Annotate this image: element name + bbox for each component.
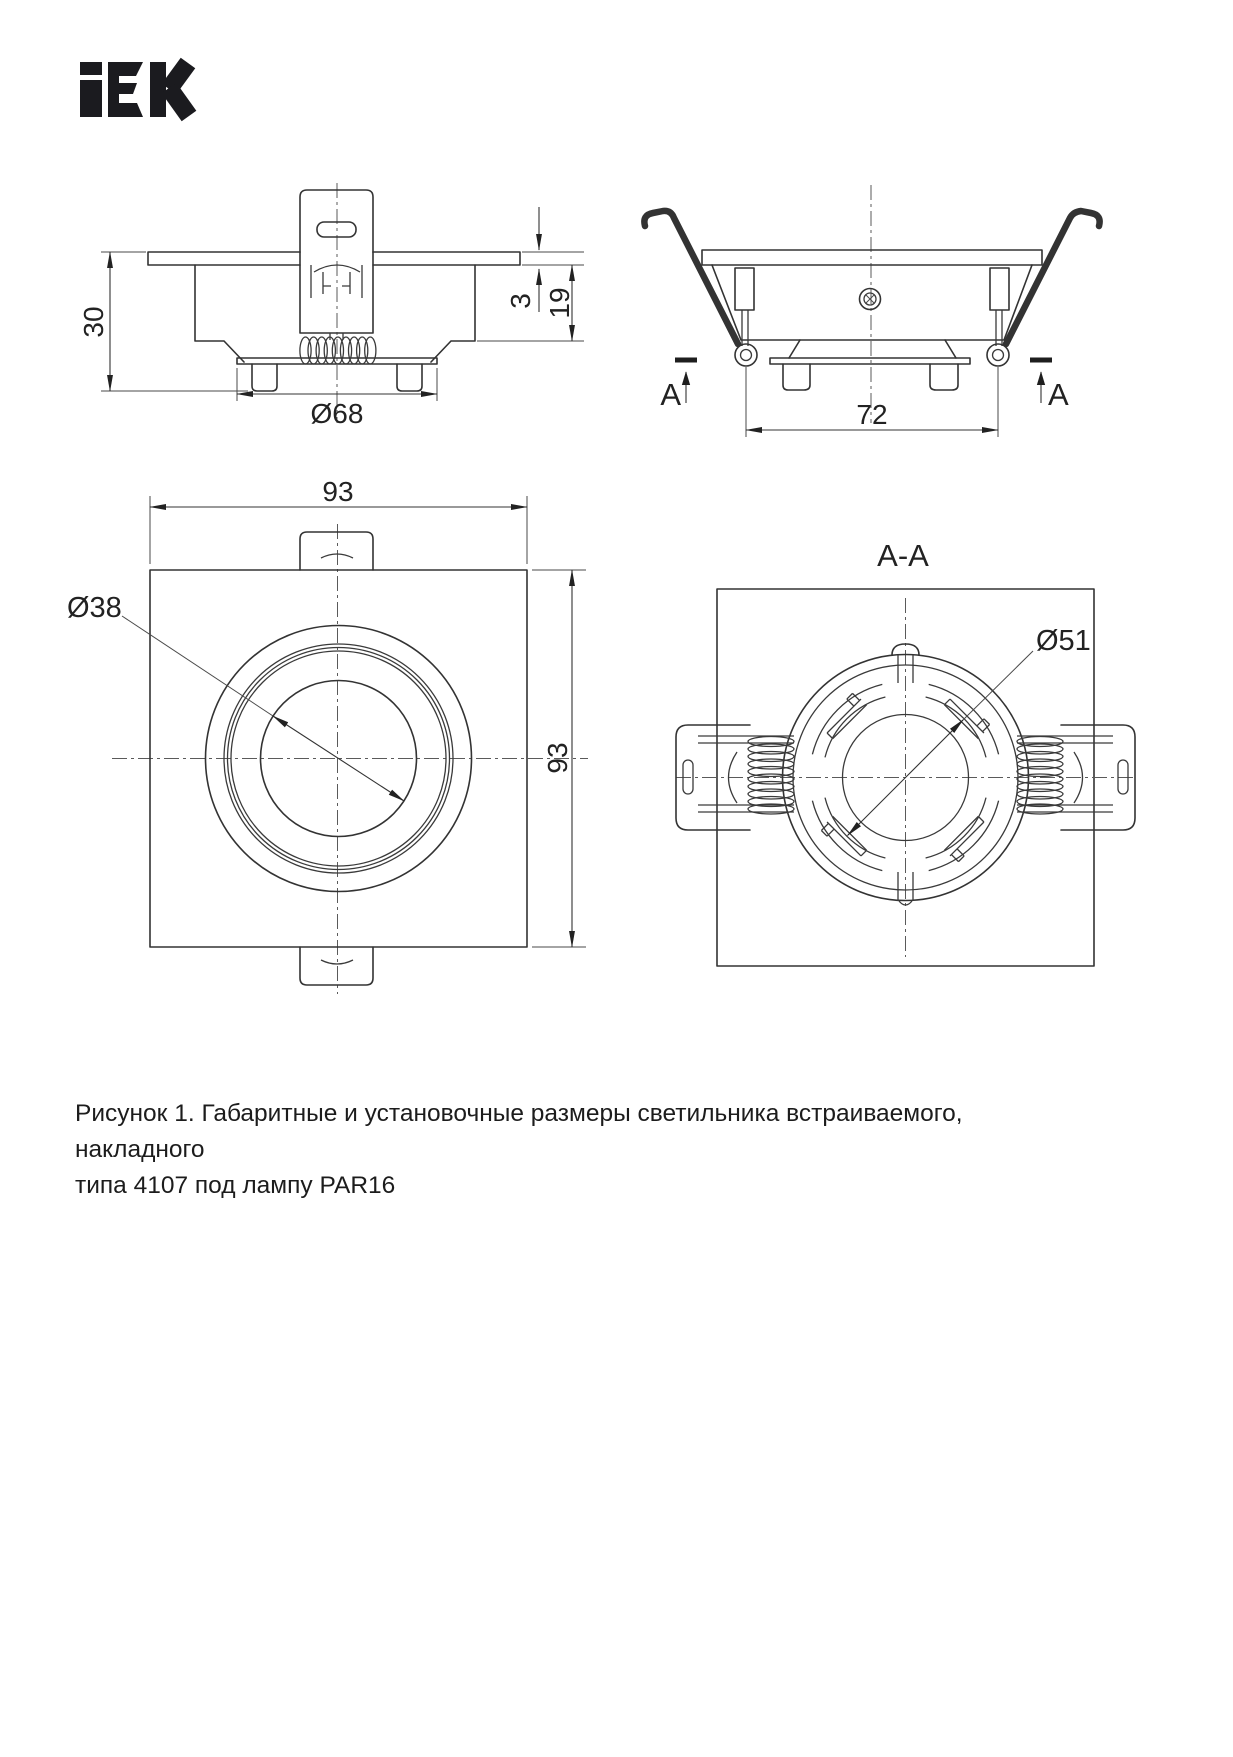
ceiling-plate (702, 250, 1042, 265)
caption-line1: Рисунок 1. Габаритные и установочные размеры светильника встраиваемого, накладного (75, 1100, 963, 1163)
figure-caption (75, 1096, 995, 1204)
dim-height-label: 30 (78, 306, 109, 338)
dim-height-label: 93 (542, 742, 573, 774)
dim-circle-label: Ø51 (1036, 625, 1091, 657)
section-mark-right (1030, 360, 1069, 412)
view-front (67, 476, 588, 994)
flange-plate (148, 252, 520, 265)
holder-bracket (820, 692, 867, 739)
iek-logo (80, 62, 189, 117)
spring-arm-right (1006, 211, 1100, 344)
section-letter: A (660, 377, 681, 412)
dim-cutout-label: Ø68 (310, 398, 364, 429)
spring-arm-left (644, 211, 738, 344)
housing-body (712, 265, 1032, 340)
centerlines (112, 524, 588, 994)
holder-bracket (944, 816, 991, 863)
caption-line2: типа 4107 под лампу PAR16 (75, 1172, 396, 1199)
dim-flange-label: 3 (505, 293, 536, 309)
view-side (78, 183, 584, 429)
view-section (676, 538, 1135, 966)
dim-opening-label: Ø38 (67, 592, 122, 624)
dim-span-label: 72 (856, 399, 888, 430)
section-letter: A (1048, 377, 1069, 412)
dim-recess-label: 19 (544, 287, 575, 319)
bottom-tab (300, 947, 373, 985)
dim-width-label: 93 (322, 476, 354, 507)
coil-spring (300, 337, 376, 364)
section-title: A-A (877, 538, 929, 573)
coil-spring (1017, 737, 1063, 815)
section-mark-left (660, 360, 697, 412)
coil-spring (748, 737, 794, 815)
top-tab (300, 532, 373, 570)
view-installed (644, 185, 1099, 437)
